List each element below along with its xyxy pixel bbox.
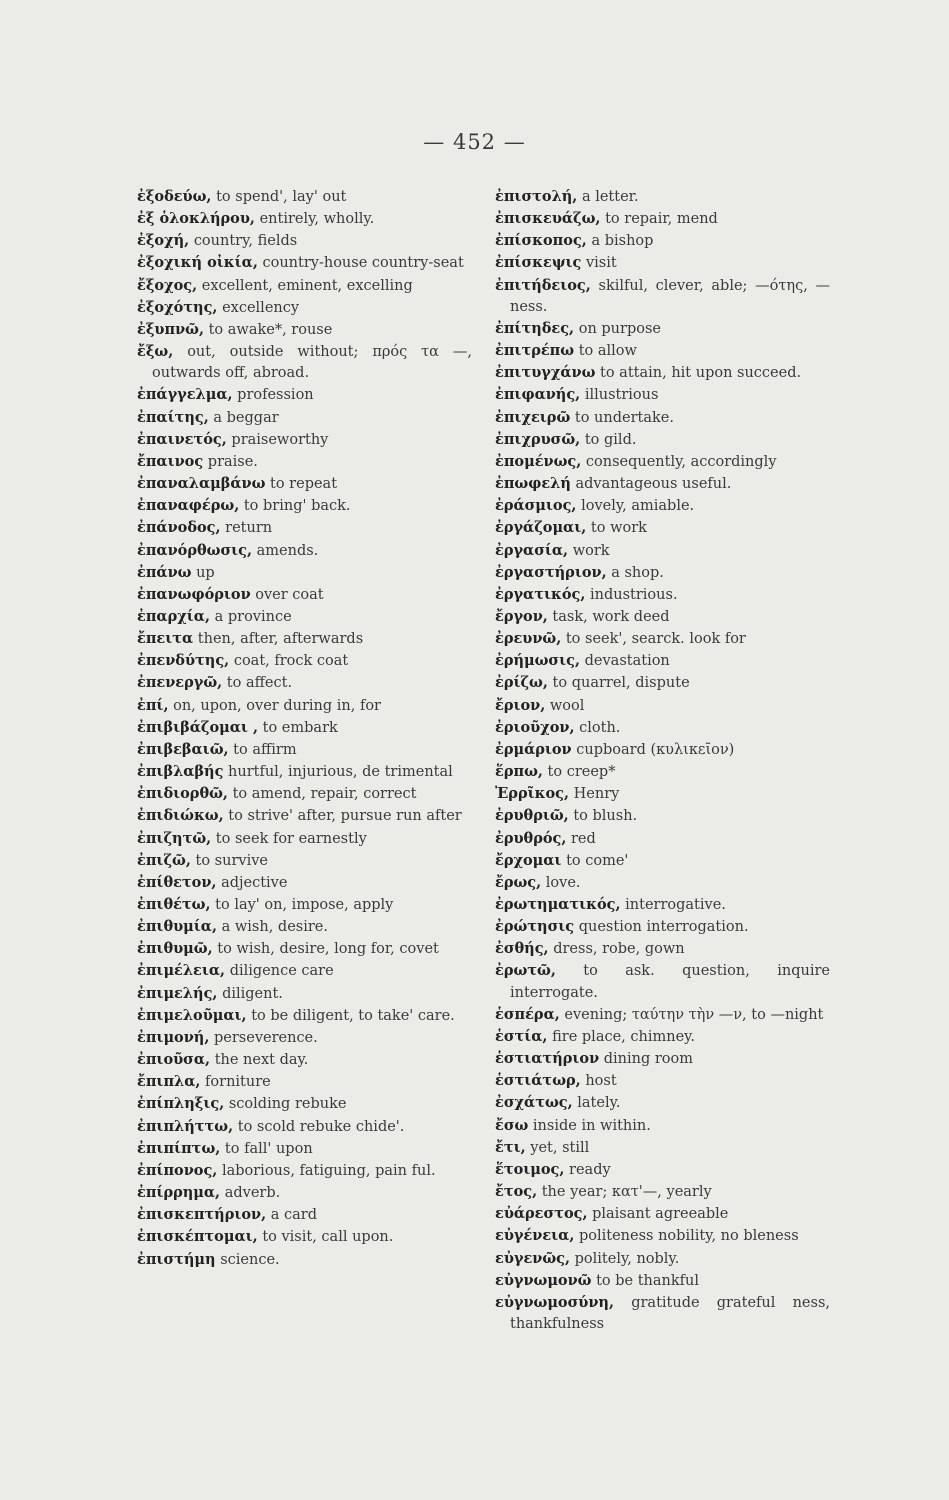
entry-headword: ἐπισκεπτήριον,: [137, 1206, 267, 1224]
entry-headword: ἐρωτῶ,: [495, 962, 556, 980]
entry-gloss: evening; ταύτην τὴν —ν, to —night: [564, 1006, 824, 1023]
dictionary-entry: [495, 562, 830, 584]
entry-gloss: question interrogation.: [578, 919, 749, 936]
entry-headword: εὐάρεστος,: [495, 1205, 588, 1223]
entry-gloss: adjective: [221, 874, 288, 891]
dictionary-entry: [137, 1093, 472, 1115]
dictionary-entry: [495, 230, 830, 252]
entry-gloss: cloth.: [579, 719, 621, 736]
entry-headword: ἐπιμονή,: [137, 1028, 210, 1046]
dictionary-entry: [137, 650, 472, 672]
entry-gloss: over coat: [255, 586, 324, 603]
entry-gloss: coat, frock coat: [233, 653, 349, 670]
dictionary-entry: [137, 297, 472, 319]
dictionary-entry: [137, 1116, 472, 1138]
entry-headword: ἐπίπληξις,: [137, 1095, 225, 1113]
entry-gloss: to come': [566, 852, 629, 869]
dictionary-entry: [495, 761, 830, 783]
entry-headword: εὐγνωμοσύνη,: [495, 1293, 615, 1311]
entry-headword: ἔρως,: [495, 873, 542, 891]
dictionary-entry: [495, 584, 830, 606]
entry-gloss: politely, nobly.: [574, 1250, 680, 1267]
entry-headword: ἐρμάριον: [495, 740, 572, 758]
dictionary-entry: [137, 230, 472, 252]
entry-headword: ἐπομένως,: [495, 452, 582, 470]
dictionary-entry: [495, 340, 830, 362]
dictionary-entry: [495, 517, 830, 539]
dictionary-entry: [495, 495, 830, 517]
entry-headword: ἐσθής,: [495, 940, 549, 958]
entry-headword: ἐπιθυμία,: [137, 918, 218, 936]
dictionary-entry: [495, 186, 830, 208]
entry-headword: ἐπανόρθωσις,: [137, 541, 253, 559]
dictionary-entry: [495, 916, 830, 938]
dictionary-entry: [495, 1026, 830, 1048]
entry-headword: ἔπαινος: [137, 452, 204, 470]
entry-headword: ἐπίσκοπος,: [495, 232, 587, 250]
entry-headword: ἐπιτυγχάνω: [495, 364, 596, 382]
dictionary-entry: [495, 429, 830, 451]
dictionary-entry: [137, 252, 472, 274]
entry-headword: ἐπιμέλεια,: [137, 962, 226, 980]
entry-headword: ἐρήμωσις,: [495, 652, 581, 670]
dictionary-entry: [137, 1226, 472, 1248]
entry-headword: ἐπιτρέπω: [495, 342, 575, 360]
entry-gloss: to affirm: [233, 741, 297, 758]
dictionary-entry: [137, 495, 472, 517]
entry-gloss: a bishop: [591, 233, 654, 250]
entry-gloss: country, fields: [193, 233, 298, 250]
entry-headword: ἐπισκέπτομαι,: [137, 1228, 258, 1246]
entry-gloss: profession: [237, 387, 314, 404]
entry-gloss: to spend', lay' out: [216, 189, 347, 205]
dictionary-entry: [137, 717, 472, 739]
dictionary-entry: [495, 938, 830, 960]
entry-gloss: red: [571, 830, 596, 847]
entry-gloss: to fall' upon: [224, 1140, 313, 1157]
dictionary-entry: [137, 916, 472, 938]
dictionary-entry: [495, 717, 830, 739]
dictionary-entry: [137, 1005, 472, 1027]
entry-gloss: to undertake.: [574, 409, 674, 426]
dictionary-entry: [137, 1049, 472, 1071]
entry-headword: ἔξω,: [137, 343, 174, 361]
dictionary-entry: [137, 1182, 472, 1204]
dictionary-entry: [495, 783, 830, 805]
entry-headword: ἐπίπονος,: [137, 1161, 218, 1179]
left-column: [137, 186, 472, 1271]
entry-gloss: hurtful, injurious, de trimental: [228, 764, 453, 781]
dictionary-entry: [495, 1137, 830, 1159]
entry-gloss: forniture: [205, 1074, 271, 1091]
entry-headword: ἔξοχος,: [137, 276, 198, 294]
entry-headword: ἐρίζω,: [495, 674, 548, 692]
entry-gloss: excellent, eminent, excelling: [201, 277, 413, 294]
dictionary-entry: [495, 739, 830, 761]
entry-gloss: advantageous useful.: [575, 476, 732, 493]
dictionary-entry: [495, 1181, 830, 1203]
entry-gloss: then, after, afterwards: [197, 631, 364, 648]
entry-gloss: to be diligent, to take' care.: [251, 1007, 455, 1024]
entry-gloss: laborious, fatiguing, pain ful.: [221, 1162, 436, 1179]
dictionary-entry: [495, 473, 830, 495]
entry-gloss: a card: [270, 1207, 318, 1224]
entry-gloss: interrogative.: [625, 897, 726, 913]
entry-headword: ἐριοῦχον,: [495, 718, 575, 736]
page-number: — 452 —: [423, 130, 526, 154]
entry-gloss: fire place, chimney.: [552, 1028, 696, 1045]
dictionary-entry: [495, 1092, 830, 1114]
dictionary-entry: [495, 1115, 830, 1137]
dictionary-entry: [137, 894, 472, 916]
dictionary-entry: [137, 517, 472, 539]
entry-headword: ἐπίτηδες,: [495, 319, 575, 337]
entry-gloss: to strive' after, pursue run after: [228, 808, 462, 825]
entry-gloss: Henry: [573, 786, 620, 803]
entry-gloss: to seek for earnestly: [215, 830, 367, 847]
entry-gloss: to scold rebuke chide'.: [237, 1118, 405, 1135]
dictionary-entry: [495, 407, 830, 429]
entry-gloss: to affect.: [226, 675, 293, 692]
dictionary-entry: [495, 252, 830, 274]
entry-headword: ἐπιμελοῦμαι,: [137, 1006, 247, 1024]
entry-gloss: inside in within.: [532, 1117, 651, 1134]
dictionary-entry: [137, 384, 472, 406]
entry-headword: ἐξοχική οἰκία,: [137, 254, 258, 272]
dictionary-entry: [137, 805, 472, 827]
entry-headword: ἐσχάτως,: [495, 1094, 573, 1112]
entry-gloss: to be thankful: [596, 1272, 699, 1289]
entry-headword: ἑστία,: [495, 1027, 548, 1045]
entry-headword: ἐξοδεύω,: [137, 188, 212, 205]
entry-headword: ἐρώτησις: [495, 918, 575, 936]
entry-gloss: host: [585, 1073, 617, 1090]
entry-gloss: the year; κατ'—, yearly: [541, 1184, 712, 1201]
dictionary-entry: [137, 319, 472, 341]
entry-headword: ἔρχομαι: [495, 851, 562, 869]
entry-gloss: to amend, repair, correct: [232, 786, 417, 803]
entry-headword: ἔπειτα: [137, 630, 194, 648]
entry-gloss: to creep*: [547, 764, 616, 781]
entry-headword: ἐπιμελής,: [137, 984, 218, 1002]
entry-headword: ἐπιστολή,: [495, 188, 578, 205]
dictionary-entry: [137, 341, 472, 384]
entry-gloss: to survive: [195, 852, 268, 869]
entry-gloss: to awake*, rouse: [208, 321, 333, 338]
entry-headword: ἐπαναφέρω,: [137, 497, 240, 515]
entry-headword: ἑσπέρα,: [495, 1005, 560, 1023]
entry-headword: ἑστιάτωρ,: [495, 1072, 581, 1090]
dictionary-entry: [495, 362, 830, 384]
entry-gloss: illustrious: [584, 387, 659, 404]
dictionary-entry: [137, 938, 472, 960]
dictionary-entry: [137, 739, 472, 761]
entry-headword: ἐπιζῶ,: [137, 851, 191, 869]
dictionary-entry: [137, 186, 472, 208]
entry-headword: ἐπιθέτω,: [137, 896, 211, 913]
entry-gloss: to bring' back.: [243, 498, 351, 515]
entry-gloss: a province: [214, 608, 292, 625]
entry-headword: ἐξοχότης,: [137, 298, 218, 316]
dictionary-entry: [137, 983, 472, 1005]
entry-headword: ἐπιδιορθῶ,: [137, 785, 228, 803]
dictionary-entry: [137, 761, 472, 783]
entry-headword: ἐπιβλαβής: [137, 763, 224, 781]
entry-gloss: love.: [545, 874, 581, 891]
entry-gloss: to gild.: [584, 431, 637, 448]
dictionary-entry: [495, 894, 830, 916]
entry-headword: ἐρυθριῶ,: [495, 807, 569, 825]
dictionary-entry: [137, 1160, 472, 1182]
entry-gloss: ready: [569, 1161, 611, 1178]
dictionary-entry: [495, 540, 830, 562]
entry-gloss: the next day.: [214, 1052, 309, 1069]
dictionary-entry: [495, 606, 830, 628]
entry-headword: ἐπιπίπτω,: [137, 1139, 221, 1157]
entry-gloss: dress, robe, gown: [553, 941, 685, 958]
entry-gloss: a beggar: [213, 409, 279, 426]
entry-headword: Ἐρρῖκος,: [495, 785, 570, 803]
dictionary-entry: [137, 672, 472, 694]
entry-headword: ἐρευνῶ,: [495, 630, 562, 648]
dictionary-entry: [137, 562, 472, 584]
entry-headword: ἐπιθυμῶ,: [137, 940, 213, 958]
dictionary-entry: [137, 451, 472, 473]
entry-headword: ἐξυπνῶ,: [137, 320, 204, 338]
entry-gloss: to lay' on, impose, apply: [215, 897, 394, 913]
entry-gloss: to allow: [578, 343, 637, 360]
dictionary-entry: [495, 960, 830, 1003]
dictionary-entry: [495, 1248, 830, 1270]
entry-headword: ἐπί,: [137, 696, 169, 714]
dictionary-entry: [495, 828, 830, 850]
dictionary-entry: [137, 960, 472, 982]
entry-headword: ἐπαρχία,: [137, 607, 210, 625]
entry-gloss: diligence care: [229, 963, 334, 980]
entry-gloss: diligent.: [222, 985, 283, 1002]
dictionary-entry: [137, 1138, 472, 1160]
entry-headword: ἔσω: [495, 1116, 529, 1134]
entry-headword: ἔτι,: [495, 1138, 526, 1156]
dictionary-entry: [495, 384, 830, 406]
entry-gloss: gratitude grateful ness, thankfulness: [510, 1294, 830, 1332]
dictionary-entry: [137, 1071, 472, 1093]
dictionary-entry: [495, 1070, 830, 1092]
entry-gloss: lovely, amiable.: [581, 498, 695, 515]
entry-headword: ἐπωφελή: [495, 475, 571, 493]
dictionary-entry: [137, 850, 472, 872]
entry-gloss: perseverence.: [214, 1029, 318, 1046]
dictionary-entry: [495, 1270, 830, 1292]
entry-headword: ἐπίσκεψις: [495, 254, 582, 272]
entry-gloss: a letter.: [581, 189, 639, 205]
entry-headword: ἐπαίτης,: [137, 408, 209, 426]
entry-gloss: to blush.: [573, 808, 638, 825]
entry-gloss: to work: [590, 520, 647, 537]
entry-headword: ἐπισκευάζω,: [495, 210, 601, 228]
entry-headword: ἐπιβιβάζομαι ,: [137, 718, 259, 736]
dictionary-entry: [495, 451, 830, 473]
entry-headword: ἕτοιμος,: [495, 1160, 565, 1178]
dictionary-entry: [137, 872, 472, 894]
entry-headword: ἐξοχή,: [137, 232, 190, 250]
entry-headword: εὐγενῶς,: [495, 1249, 571, 1267]
entry-gloss: excellency: [222, 299, 300, 316]
entry-gloss: cupboard (κυλικεῖον): [576, 741, 735, 758]
entry-headword: ἐργασία,: [495, 541, 569, 559]
entry-gloss: up: [196, 564, 215, 581]
dictionary-entry: [137, 606, 472, 628]
dictionary-entry: [137, 695, 472, 717]
entry-gloss: praiseworthy: [231, 431, 329, 448]
entry-headword: ἐπενεργῶ,: [137, 674, 223, 692]
entry-gloss: to embark: [262, 719, 338, 736]
entry-headword: ἐπανωφόριον: [137, 585, 251, 603]
entry-gloss: skilful, clever, able; —ότης, —ness.: [510, 277, 830, 315]
entry-gloss: to attain, hit upon succeed.: [600, 365, 802, 382]
entry-headword: ἐπάνοδος,: [137, 519, 221, 537]
dictionary-entry: [495, 1004, 830, 1026]
dictionary-entry: [495, 872, 830, 894]
dictionary-entry: [495, 672, 830, 694]
dictionary-entry: [137, 1249, 472, 1271]
dictionary-entry: [495, 850, 830, 872]
entry-headword: ἐπαινετός,: [137, 430, 227, 448]
dictionary-entry: [495, 1203, 830, 1225]
dictionary-entry: [495, 275, 830, 318]
entry-headword: ἐπιζητῶ,: [137, 829, 212, 847]
entry-gloss: task, work deed: [552, 608, 670, 625]
entry-headword: ἐπιοῦσα,: [137, 1051, 211, 1069]
entry-gloss: to wish, desire, long for, covet: [217, 941, 439, 958]
entry-headword: ἐράσμιος,: [495, 497, 577, 515]
entry-gloss: devastation: [584, 653, 670, 670]
dictionary-entry: [495, 1159, 830, 1181]
entry-headword: ἐπιβεβαιῶ,: [137, 740, 229, 758]
dictionary-entry: [137, 584, 472, 606]
entry-gloss: scolding rebuke: [228, 1096, 347, 1113]
entry-headword: ἐπαναλαμβάνω: [137, 475, 266, 493]
entry-headword: ἐπιχρυσῶ,: [495, 430, 581, 448]
dictionary-entry: [137, 828, 472, 850]
entry-headword: ἔριον,: [495, 696, 546, 714]
entry-gloss: adverb.: [224, 1185, 281, 1202]
entry-headword: ἕρπω,: [495, 763, 543, 781]
dictionary-entry: [137, 628, 472, 650]
dictionary-entry: [137, 540, 472, 562]
entry-headword: εὐγνωμονῶ: [495, 1271, 592, 1289]
entry-gloss: a wish, desire.: [221, 919, 328, 936]
dictionary-entry: [137, 429, 472, 451]
entry-gloss: work: [572, 542, 610, 559]
entry-headword: ἐπίρρημα,: [137, 1184, 221, 1202]
entry-headword: ἐξ ὁλοκλήρου,: [137, 210, 255, 228]
entry-headword: ἔτος,: [495, 1183, 538, 1201]
entry-headword: ἐρυθρός,: [495, 829, 567, 847]
entry-gloss: to repair, mend: [605, 211, 718, 228]
entry-gloss: to repeat: [270, 476, 338, 493]
entry-gloss: politeness nobility, no bleness: [578, 1228, 799, 1245]
entry-gloss: return: [225, 520, 273, 537]
entry-headword: ἐπιπλήττω,: [137, 1117, 234, 1135]
entry-gloss: to quarrel, dispute: [552, 675, 690, 692]
dictionary-entry: [137, 783, 472, 805]
entry-gloss: to ask. question, inquire interrogate.: [510, 963, 830, 1001]
dictionary-entry: [137, 1027, 472, 1049]
entry-headword: ἐρωτηματικός,: [495, 896, 621, 913]
right-column: [495, 186, 830, 1335]
entry-headword: ἐπίθετον,: [137, 873, 217, 891]
dictionary-entry: [495, 805, 830, 827]
entry-gloss: to visit, call upon.: [262, 1229, 394, 1246]
entry-headword: ἐπιτήδειος,: [495, 276, 591, 294]
dictionary-entry: [137, 208, 472, 230]
dictionary-entry: [137, 1204, 472, 1226]
entry-headword: ἐπιφανής,: [495, 386, 581, 404]
entry-gloss: lately.: [577, 1095, 621, 1112]
entry-gloss: out, outside without; πρός τα —, outwards off, abroad.: [152, 344, 473, 382]
entry-gloss: a shop.: [611, 564, 664, 581]
dictionary-entry: [495, 318, 830, 340]
dictionary-entry: [495, 1292, 830, 1335]
entry-gloss: amends.: [256, 542, 319, 559]
entry-gloss: entirely, wholly.: [259, 211, 375, 228]
entry-gloss: yet, still: [530, 1139, 590, 1156]
dictionary-entry: [495, 208, 830, 230]
entry-gloss: praise.: [207, 453, 258, 470]
entry-headword: ἐπάνω: [137, 563, 192, 581]
dictionary-entry: [137, 407, 472, 429]
entry-headword: ἐργαστήριον,: [495, 563, 607, 581]
entry-headword: ἐπάγγελμα,: [137, 386, 233, 404]
entry-gloss: on, upon, over during in, for: [173, 697, 381, 714]
entry-headword: ἔργον,: [495, 607, 548, 625]
entry-gloss: visit: [585, 255, 617, 272]
entry-headword: ἐπενδύτης,: [137, 652, 230, 670]
dictionary-entry: [495, 650, 830, 672]
entry-gloss: dining room: [603, 1051, 694, 1068]
entry-gloss: country-house country-seat: [262, 255, 464, 272]
entry-headword: ἐπιστήμη: [137, 1250, 216, 1268]
dictionary-entry: [137, 275, 472, 297]
entry-gloss: science.: [220, 1251, 280, 1268]
entry-headword: ἑστιατήριον: [495, 1050, 600, 1068]
entry-headword: ἐπιχειρῶ: [495, 408, 571, 426]
entry-gloss: wool: [549, 697, 585, 714]
entry-headword: ἐργατικός,: [495, 585, 586, 603]
entry-gloss: industrious.: [590, 586, 678, 603]
dictionary-entry: [495, 1225, 830, 1247]
dictionary-entry: [495, 1048, 830, 1070]
dictionary-entry: [137, 473, 472, 495]
entry-headword: ἔπιπλα,: [137, 1073, 201, 1091]
entry-gloss: plaisant agreeable: [592, 1206, 729, 1223]
entry-gloss: consequently, accordingly: [585, 453, 777, 470]
dictionary-entry: [495, 695, 830, 717]
dictionary-entry: [495, 628, 830, 650]
entry-gloss: to seek', searck. look for: [565, 631, 746, 648]
entry-headword: εὐγένεια,: [495, 1227, 575, 1245]
entry-headword: ἐπιδιώκω,: [137, 807, 224, 825]
entry-gloss: on purpose: [578, 320, 661, 337]
entry-headword: ἐργάζομαι,: [495, 519, 587, 537]
